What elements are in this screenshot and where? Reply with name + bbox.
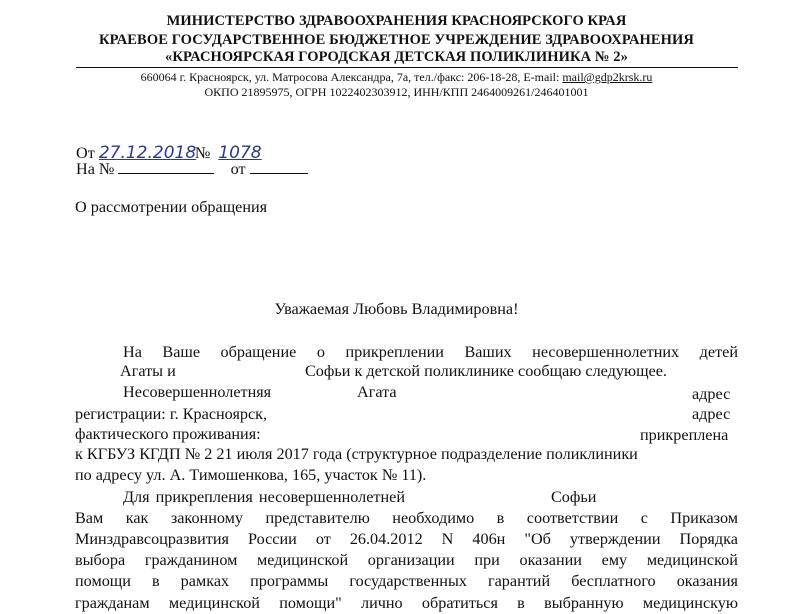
word: помощи" (279, 594, 342, 612)
org-email-link[interactable]: mail@gdp2krsk.ru (562, 70, 653, 84)
org-address: 660064 г. Красноярск, ул. Матросова Александра, 7а, тел./факс: 206-18-28, E-mail: (140, 70, 563, 84)
word: медицинскую (642, 594, 738, 612)
para1-line2a: Агаты и (120, 362, 176, 380)
word: "Об (524, 530, 551, 548)
para2-line1c: адрес (692, 385, 731, 403)
para3-line3 (75, 530, 738, 549)
org-codes: ОКПО 21895975, ОГРН 1022402303912, ИНН/КПП 2464009261/246401001 (204, 85, 589, 99)
para2-line4: к КГБУЗ КГДП № 2 21 июля 2017 года (структурное подразделение поликлиники (75, 445, 638, 463)
para2-line1b: Агата (357, 383, 397, 401)
para2-line5: по адресу ул. А. Тимошенкова, 165, участок № 11). (75, 466, 427, 484)
word: гарантий (487, 572, 551, 590)
word: Ваше (162, 343, 201, 361)
word: медицинской (646, 551, 738, 569)
para3-line2 (75, 509, 738, 528)
word: от (315, 530, 331, 548)
incoming-from-label: от (230, 160, 246, 178)
word: бесплатного (571, 572, 656, 590)
word: рамках (180, 572, 230, 590)
word: гражданином (144, 551, 238, 569)
para3-line6 (75, 594, 738, 613)
org-institution-type: КРАЕВОЕ ГОСУДАРСТВЕННОЕ БЮДЖЕТНОЕ УЧРЕЖДЕНИЕ ЗДРАВООХРАНЕНИЯ (99, 32, 694, 48)
ref-number: 1078 (218, 143, 262, 163)
org-clinic-name: «КРАСНОЯРСКАЯ ГОРОДСКАЯ ДЕТСКАЯ ПОЛИКЛИНИКА № 2» (165, 49, 628, 65)
para2-line1a: Несовершеннолетняя (123, 383, 272, 401)
incoming-number-blank (118, 159, 214, 174)
para3-line1b: Софьи (551, 488, 597, 506)
word: 26.04.2012 (349, 530, 423, 548)
word: организации (367, 551, 455, 569)
from-label: От (76, 144, 95, 162)
word: несовершеннолетних (532, 343, 680, 361)
number-label: № (194, 144, 211, 162)
word: при (474, 551, 500, 569)
word: Приказом (670, 509, 738, 527)
word: помощи (75, 572, 131, 590)
word: в (151, 572, 160, 590)
word: ему (601, 551, 628, 569)
word: о (316, 343, 325, 361)
word: с (640, 509, 648, 527)
word: N (441, 530, 454, 548)
header-divider (76, 67, 738, 68)
word: в (517, 594, 525, 612)
word: необходимо (392, 509, 475, 527)
word: гражданам (75, 594, 150, 612)
word: как (125, 509, 149, 527)
word: государственных (349, 572, 467, 590)
para1-line2b: Софьи к детской поликлинике сообщаю следующее. (305, 362, 667, 380)
para2-line3a: фактического проживания: (75, 425, 261, 443)
to-number-label: На № (76, 160, 115, 178)
incoming-date-blank (250, 159, 308, 174)
org-address-line (0, 70, 793, 85)
word: лично (361, 594, 403, 612)
word: программы (250, 572, 329, 590)
word: обратиться (421, 594, 498, 612)
word: детей (699, 343, 738, 361)
para3-line4 (75, 551, 738, 570)
para2-line3b: прикреплена (640, 426, 729, 444)
word: медицинской (257, 551, 349, 569)
word: Минздравсоцразвития (75, 530, 229, 548)
para2-line2a: регистрации: г. Красноярск, (75, 405, 268, 423)
word: Ваших (464, 343, 512, 361)
salutation: Уважаемая Любовь Владимировна! (274, 300, 519, 318)
word: Вам (75, 509, 104, 527)
word: медицинской (168, 594, 260, 612)
word: России (248, 530, 297, 548)
para3-line1a: Для прикрепления несовершеннолетней (123, 488, 405, 506)
word: законному (170, 509, 244, 527)
word: прикреплении (345, 343, 444, 361)
para3-line5 (75, 572, 738, 591)
org-ministry: МИНИСТЕРСТВО ЗДРАВООХРАНЕНИЯ КРАСНОЯРСКОГО КРАЯ (166, 13, 627, 29)
word: Порядка (679, 530, 738, 548)
word: На (123, 343, 142, 361)
ref-date: 27.12.2018 (98, 143, 197, 163)
incoming-ref (76, 159, 308, 179)
word: оказания (676, 572, 738, 590)
subject-line: О рассмотрении обращения (75, 198, 268, 216)
word: соответствии (526, 509, 619, 527)
para2-line2b: адрес (692, 405, 731, 423)
word: представителю (265, 509, 370, 527)
word: выбора (75, 551, 126, 569)
word: оказании (519, 551, 582, 569)
word: в (496, 509, 505, 527)
word: обращение (220, 343, 297, 361)
word: 406н (472, 530, 506, 548)
word: выбранную (544, 594, 624, 612)
word: утверждении (569, 530, 661, 548)
para1-line1 (123, 343, 738, 362)
